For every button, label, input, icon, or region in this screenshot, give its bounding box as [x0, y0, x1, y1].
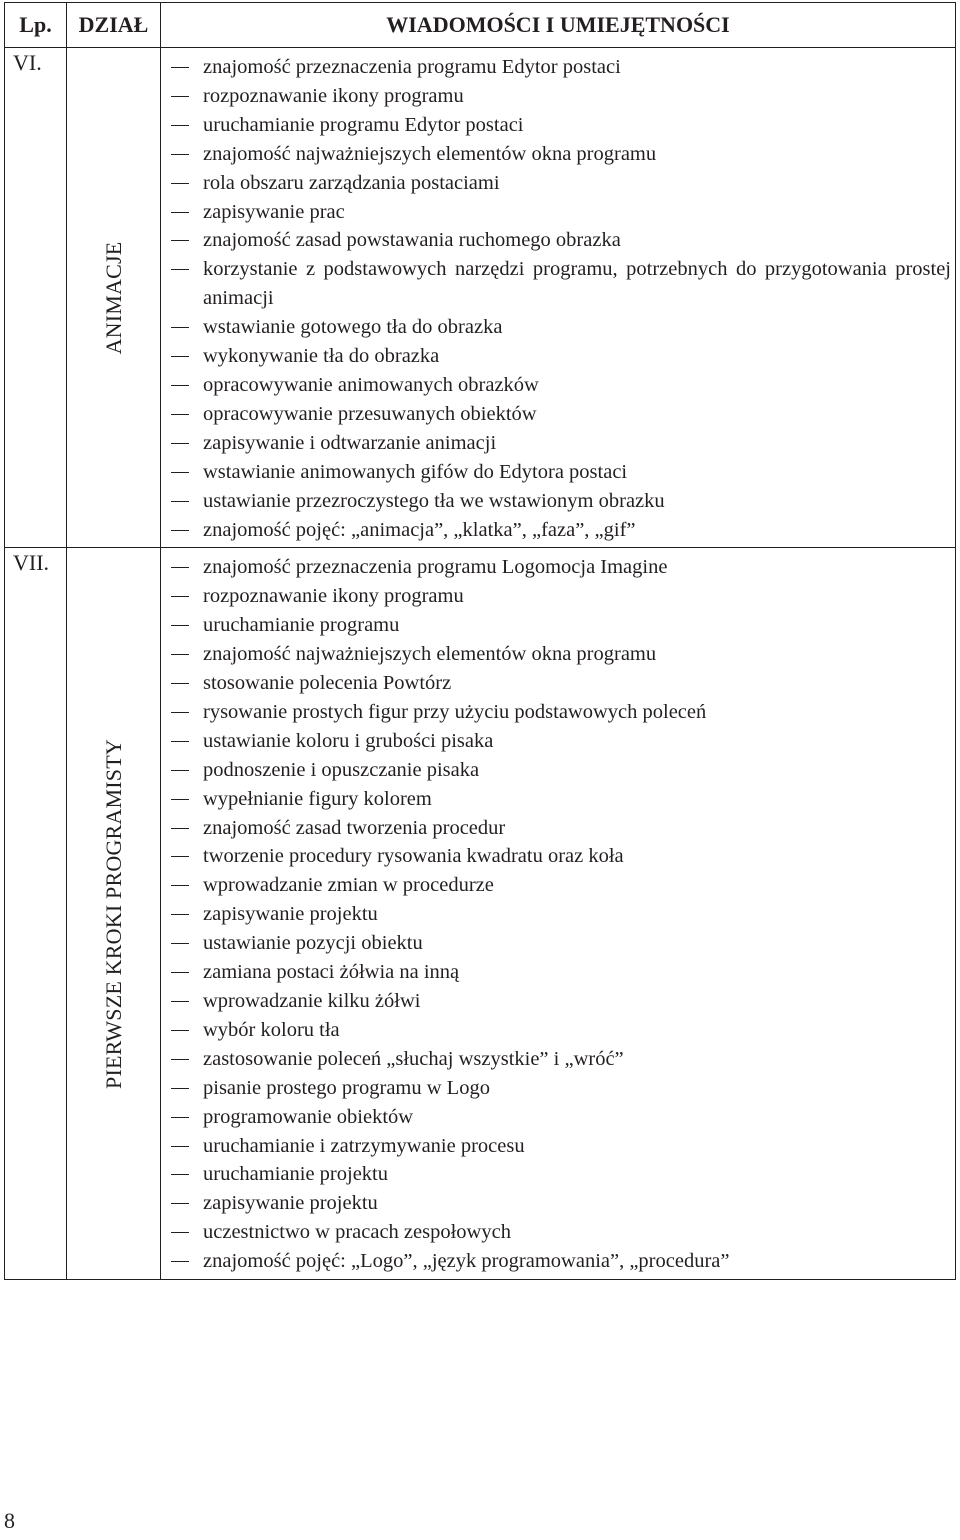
- list-item: ustawianie przezroczystego tła we wstawionym obrazku: [161, 487, 955, 516]
- list-item: znajomość zasad tworzenia procedur: [161, 814, 955, 843]
- list-item: wybór koloru tła: [161, 1016, 955, 1045]
- list-item: rola obszaru zarządzania postaciami: [161, 169, 955, 198]
- list-item: opracowywanie animowanych obrazków: [161, 371, 955, 400]
- list-item: wprowadzanie kilku żółwi: [161, 987, 955, 1016]
- list-item: wykonywanie tła do obrazka: [161, 342, 955, 371]
- page-number: 8: [4, 1508, 15, 1533]
- list-item: rozpoznawanie ikony programu: [161, 582, 955, 611]
- skills-list: [161, 548, 955, 1279]
- section-title: PIERWSZE KROKI PROGRAMISTY: [100, 738, 126, 1089]
- curriculum-table: [4, 2, 956, 1280]
- list-item: znajomość pojęć: „Logo”, „język programowania”, „procedura”: [161, 1247, 955, 1276]
- list-item: uruchamianie programu: [161, 611, 955, 640]
- list-item: wstawianie gotowego tła do obrazka: [161, 313, 955, 342]
- section-row-vii: [5, 548, 956, 1280]
- list-item: zapisywanie projektu: [161, 1189, 955, 1218]
- list-item: tworzenie procedury rysowania kwadratu oraz koła: [161, 842, 955, 871]
- list-item: uruchamianie projektu: [161, 1160, 955, 1189]
- list-item: rozpoznawanie ikony programu: [161, 82, 955, 111]
- list-item: uczestnictwo w pracach zespołowych: [161, 1218, 955, 1247]
- list-item: znajomość najważniejszych elementów okna programu: [161, 140, 955, 169]
- list-item: znajomość zasad powstawania ruchomego obrazka: [161, 226, 955, 255]
- section-title: ANIMACJE: [100, 241, 126, 355]
- section-title-cell: [67, 48, 161, 548]
- table-header-row: [5, 3, 956, 48]
- list-item: zamiana postaci żółwia na inną: [161, 958, 955, 987]
- header-dzial: DZIAŁ: [67, 3, 161, 48]
- list-item: stosowanie polecenia Powtórz: [161, 669, 955, 698]
- list-item: korzystanie z podstawowych narzędzi programu, potrzebnych do przygotowania prostej animacji: [161, 255, 955, 313]
- skills-cell: [161, 48, 956, 548]
- list-item: uruchamianie i zatrzymywanie procesu: [161, 1132, 955, 1161]
- list-item: zapisywanie projektu: [161, 900, 955, 929]
- list-item: podnoszenie i opuszczanie pisaka: [161, 756, 955, 785]
- list-item: pisanie prostego programu w Logo: [161, 1074, 955, 1103]
- list-item: znajomość przeznaczenia programu Edytor postaci: [161, 53, 955, 82]
- list-item: znajomość najważniejszych elementów okna programu: [161, 640, 955, 669]
- section-number: VII.: [5, 548, 67, 1280]
- list-item: ustawianie pozycji obiektu: [161, 929, 955, 958]
- skills-list: [161, 48, 955, 547]
- header-lp: Lp.: [5, 3, 67, 48]
- list-item: opracowywanie przesuwanych obiektów: [161, 400, 955, 429]
- list-item: programowanie obiektów: [161, 1103, 955, 1132]
- list-item: wprowadzanie zmian w procedurze: [161, 871, 955, 900]
- list-item: znajomość pojęć: „animacja”, „klatka”, „faza”, „gif”: [161, 516, 955, 545]
- section-number: VI.: [5, 48, 67, 548]
- header-wiadomosci: WIADOMOŚCI I UMIEJĘTNOŚCI: [161, 3, 956, 48]
- list-item: wypełnianie figury kolorem: [161, 785, 955, 814]
- skills-cell: [161, 548, 956, 1280]
- section-title-cell: [67, 548, 161, 1280]
- list-item: wstawianie animowanych gifów do Edytora postaci: [161, 458, 955, 487]
- list-item: uruchamianie programu Edytor postaci: [161, 111, 955, 140]
- list-item: zastosowanie poleceń „słuchaj wszystkie” i „wróć”: [161, 1045, 955, 1074]
- list-item: zapisywanie prac: [161, 198, 955, 227]
- list-item: rysowanie prostych figur przy użyciu podstawowych poleceń: [161, 698, 955, 727]
- list-item: znajomość przeznaczenia programu Logomocja Imagine: [161, 553, 955, 582]
- section-row-vi: [5, 48, 956, 548]
- list-item: zapisywanie i odtwarzanie animacji: [161, 429, 955, 458]
- list-item: ustawianie koloru i grubości pisaka: [161, 727, 955, 756]
